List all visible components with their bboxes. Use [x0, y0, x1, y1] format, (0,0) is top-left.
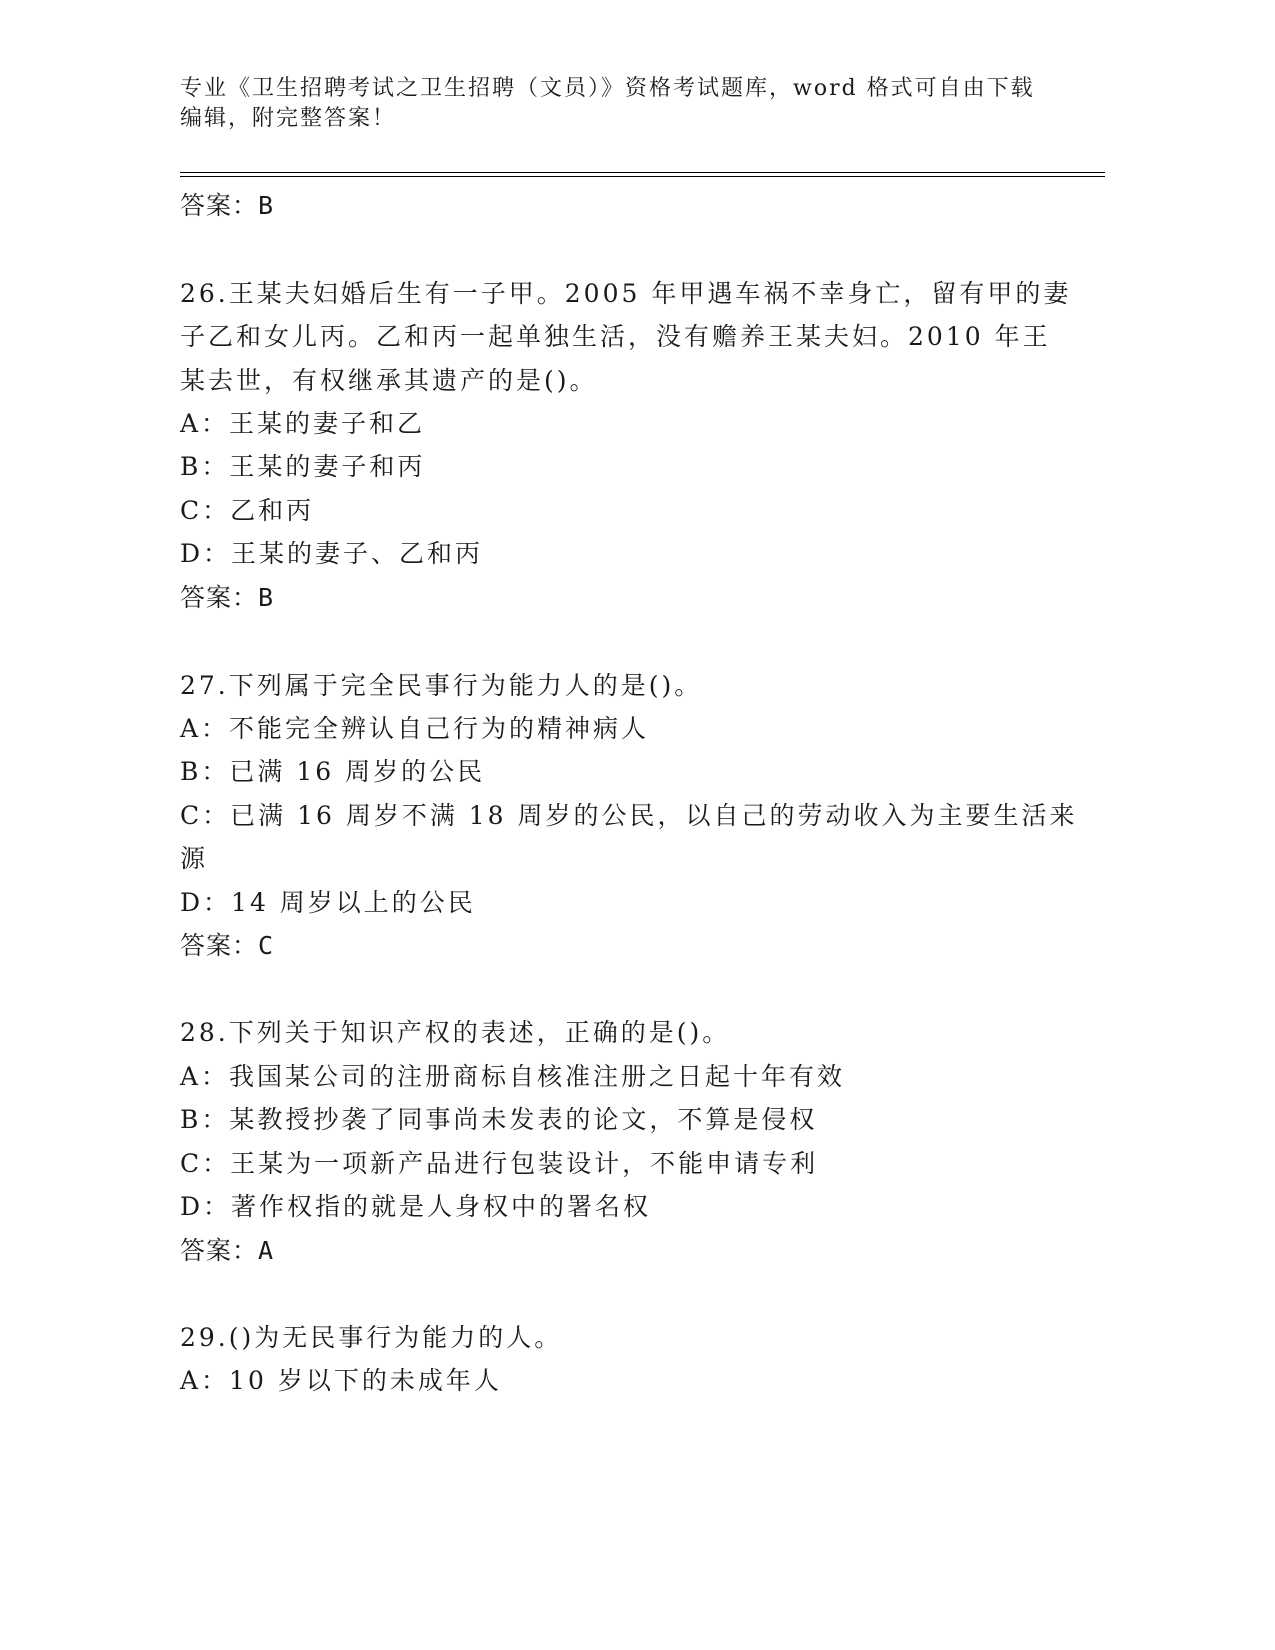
question-27-stem: 27.下列属于完全民事行为能力人的是()。 [180, 671, 703, 700]
question-27-option-b: B：已满 16 周岁的公民 [180, 757, 486, 786]
question-26-stem-line-1: 26.王某夫妇婚后生有一子甲。2005 年甲遇车祸不幸身亡，留有甲的妻 [180, 279, 1072, 308]
question-26-stem-line-2: 子乙和女儿丙。乙和丙一起单独生活，没有赡养王某夫妇。2010 年王 [180, 322, 1051, 351]
question-28-option-d: D：著作权指的就是人身权中的署名权 [180, 1192, 652, 1221]
question-29-option-a: A：10 岁以下的未成年人 [180, 1366, 502, 1395]
question-28-option-a: A：我国某公司的注册商标自核准注册之日起十年有效 [180, 1062, 846, 1091]
question-27-option-a: A：不能完全辨认自己行为的精神病人 [180, 714, 650, 743]
header-divider-bottom [180, 176, 1105, 177]
header-line-2: 编辑，附完整答案！ [180, 106, 397, 131]
question-28-stem: 28.下列关于知识产权的表述，正确的是()。 [180, 1018, 731, 1047]
previous-answer: 答案：B [180, 191, 275, 220]
header-divider-top [180, 172, 1105, 173]
question-26-option-b: B：王某的妻子和丙 [180, 452, 426, 481]
question-26-answer: 答案：B [180, 583, 275, 612]
question-28-option-c: C：王某为一项新产品进行包装设计，不能申请专利 [180, 1149, 819, 1178]
question-29-stem: 29.()为无民事行为能力的人。 [180, 1323, 563, 1352]
question-27-answer: 答案：C [180, 931, 275, 960]
question-27-option-d: D：14 周岁以上的公民 [180, 888, 476, 917]
document-header [180, 74, 1060, 134]
question-27-option-c-cont: 源 [180, 844, 209, 873]
question-27-option-c: C：已满 16 周岁不满 18 周岁的公民，以自己的劳动收入为主要生活来 [180, 801, 1078, 830]
question-28-option-b: B：某教授抄袭了同事尚未发表的论文，不算是侵权 [180, 1105, 818, 1134]
question-28-answer: 答案：A [180, 1236, 275, 1265]
question-26-stem-line-3: 某去世，有权继承其遗产的是()。 [180, 366, 598, 395]
question-26-option-a: A：王某的妻子和乙 [180, 409, 426, 438]
question-26-option-c: C：乙和丙 [180, 496, 315, 525]
question-26-option-d: D：王某的妻子、乙和丙 [180, 539, 484, 568]
header-line-1: 专业《卫生招聘考试之卫生招聘（文员）》资格考试题库，word 格式可自由下载 [180, 76, 1035, 101]
